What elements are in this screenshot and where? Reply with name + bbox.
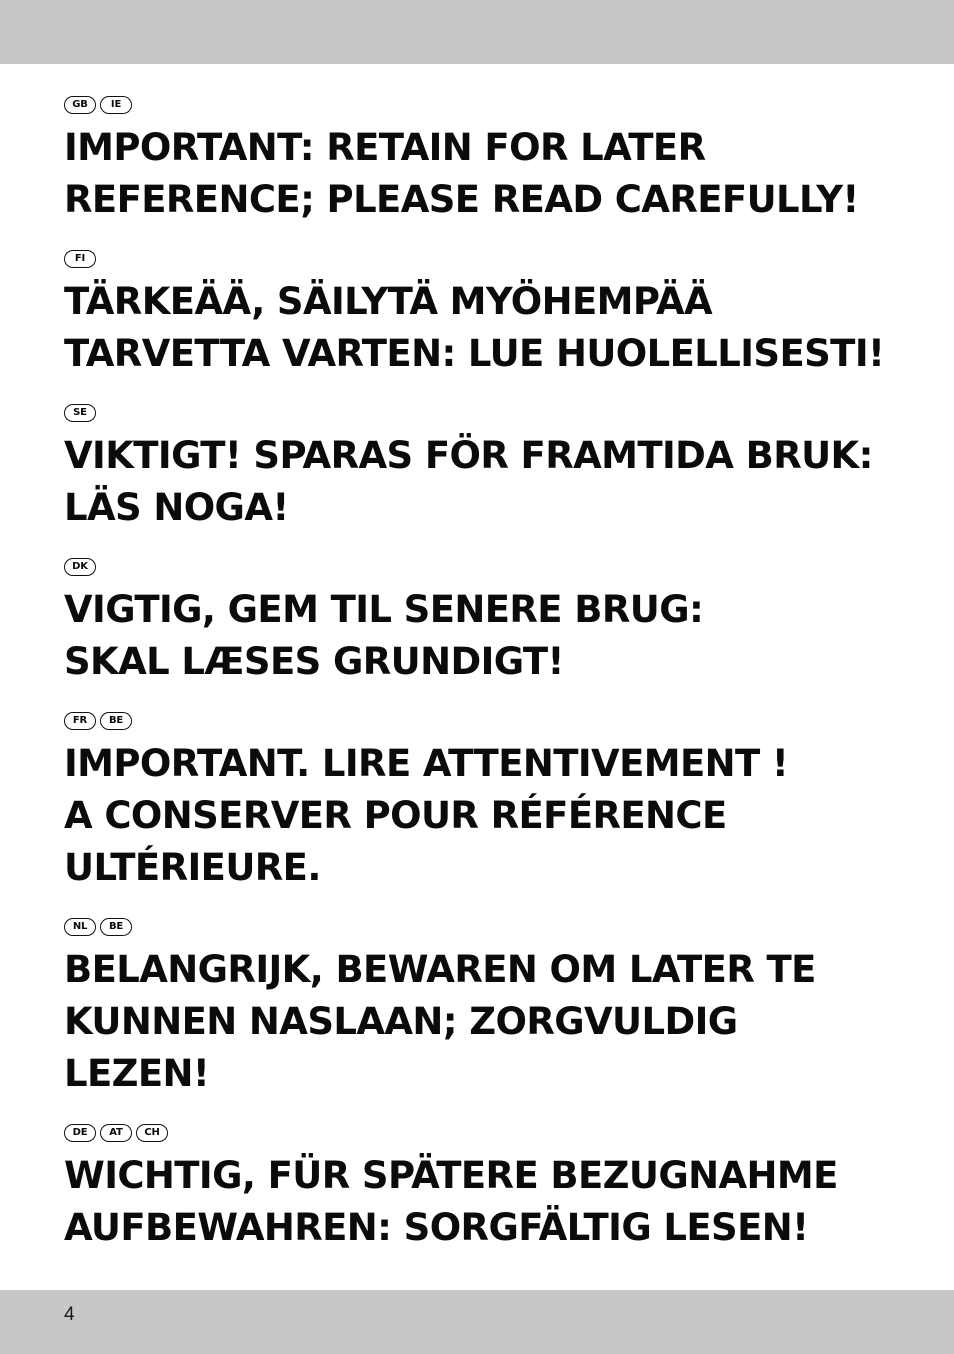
section-de-at-ch [64,1124,924,1254]
heading-line: TARVETTA VARTEN: LUE HUOLELLISESTI! [64,332,885,375]
language-badge: AT [100,1124,132,1142]
heading-line: REFERENCE; PLEASE READ CAREFULLY! [64,178,859,221]
language-badges [64,404,924,424]
section-heading [64,430,924,534]
section-heading [64,276,924,380]
heading-line: WICHTIG, FÜR SPÄTERE BEZUGNAHME [64,1154,838,1197]
heading-line: SKAL LÆSES GRUNDIGT! [64,640,564,683]
language-badge: DE [64,1124,96,1142]
language-badge: DK [64,558,96,576]
language-badge: IE [100,96,132,114]
heading-line: VIKTIGT! SPARAS FÖR FRAMTIDA BRUK: [64,434,873,477]
language-badges [64,918,924,938]
page-number: 4 [64,1304,75,1325]
language-badges [64,96,924,116]
bottom-band [0,1290,954,1354]
heading-line: KUNNEN NASLAAN; ZORGVULDIG [64,1000,738,1043]
top-band [0,0,954,64]
language-badge: FI [64,250,96,268]
section-nl-be [64,918,924,1100]
section-fr-be [64,712,924,894]
heading-line: BELANGRIJK, BEWAREN OM LATER TE [64,948,816,991]
heading-line: IMPORTANT. LIRE ATTENTIVEMENT ! [64,742,789,785]
section-heading [64,122,924,226]
language-badge: CH [136,1124,168,1142]
section-heading [64,1150,924,1254]
language-badge: BE [100,712,132,730]
section-heading [64,738,924,894]
section-se [64,404,924,534]
heading-line: IMPORTANT: RETAIN FOR LATER [64,126,706,169]
section-gb-ie [64,96,924,226]
heading-line: AUFBEWAHREN: SORGFÄLTIG LESEN! [64,1206,809,1249]
language-badge: BE [100,918,132,936]
section-dk [64,558,924,688]
heading-line: LÄS NOGA! [64,486,289,529]
language-badges [64,712,924,732]
language-badges [64,558,924,578]
heading-line: ULTÉRIEURE. [64,846,321,889]
heading-line: A CONSERVER POUR RÉFÉRENCE [64,794,727,837]
section-heading [64,584,924,688]
language-badges [64,250,924,270]
section-heading [64,944,924,1100]
language-badges [64,1124,924,1144]
language-badge: SE [64,404,96,422]
section-fi [64,250,924,380]
heading-line: TÄRKEÄÄ, SÄILYTÄ MYÖHEMPÄÄ [64,280,713,323]
language-badge: NL [64,918,96,936]
heading-line: VIGTIG, GEM TIL SENERE BRUG: [64,588,704,631]
language-badge: GB [64,96,96,114]
heading-line: LEZEN! [64,1052,210,1095]
language-badge: FR [64,712,96,730]
